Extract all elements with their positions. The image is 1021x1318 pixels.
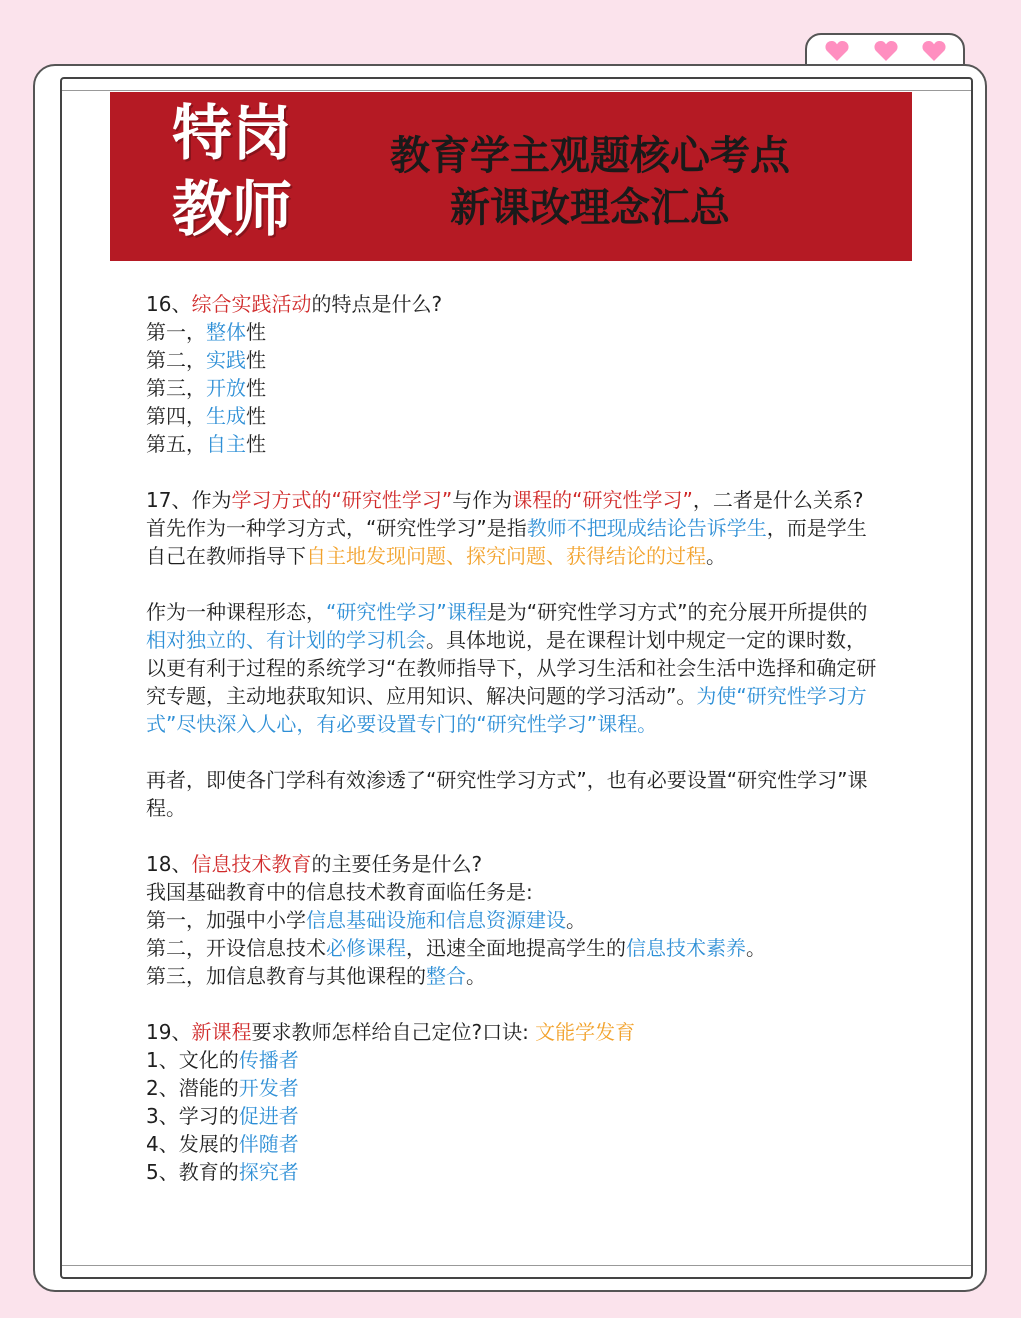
list-item: 2、潜能的开发者 [146, 1076, 299, 1100]
list-item: 第二，开设信息技术必修课程，迅速全面地提高学生的信息技术素养。 [146, 936, 766, 960]
brand-label: 特岗 教师 [172, 99, 292, 245]
paragraph: 我国基础教育中的信息技术教育面临任务是: [146, 880, 533, 904]
question-17: 17、作为学习方式的“研究性学习”与作为课程的“研究性学习”，二者是什么关系? [146, 488, 864, 512]
paragraph: 首先作为一种学习方式，“研究性学习”是指教师不把现成结论告诉学生，而是学生自己在教师指导下自主地发现问题、探究问题、获得结论的过程。 [146, 516, 867, 568]
list-item: 第三，开放性 [146, 376, 266, 400]
list-item: 5、教育的探究者 [146, 1160, 299, 1184]
top-divider [62, 90, 971, 91]
bottom-divider [62, 1265, 971, 1266]
question-18: 18、信息技术教育的主要任务是什么? [146, 852, 483, 876]
heart-icon [872, 38, 900, 64]
list-item: 第四，生成性 [146, 404, 266, 428]
article-body [146, 290, 881, 1186]
paragraph: 再者，即使各门学科有效渗透了“研究性学习方式”，也有必要设置“研究性学习”课程。 [146, 768, 868, 820]
list-item: 第二，实践性 [146, 348, 266, 372]
list-item: 3、学习的促进者 [146, 1104, 299, 1128]
list-item: 第一，整体性 [146, 320, 266, 344]
heart-icon [920, 38, 948, 64]
list-item: 第三，加信息教育与其他课程的整合。 [146, 964, 486, 988]
list-item: 1、文化的传播者 [146, 1048, 299, 1072]
question-16: 16、综合实践活动的特点是什么? [146, 292, 443, 316]
list-item: 4、发展的伴随者 [146, 1132, 299, 1156]
heart-icon [823, 38, 851, 64]
list-item: 第一，加强中小学信息基础设施和信息资源建设。 [146, 908, 586, 932]
page-title: 教育学主观题核心考点 新课改理念汇总 [390, 133, 790, 231]
paragraph: 作为一种课程形态，“研究性学习”课程是为“研究性学习方式”的充分展开所提供的相对独立的、有计划的学习机会。具体地说，是在课程计划中规定一定的课时数，以更有利于过程的系统学习“在教师指导下，从学习生活和社会生活中选择和确定研究专题，主动地获取知识、应用知识、解决问题的学习活动”。为使“研究性学习方式”尽快深入人心，有必要设置专门的“研究性学习”课程。 [146, 600, 877, 736]
list-item: 第五，自主性 [146, 432, 266, 456]
question-19: 19、新课程要求教师怎样给自己定位?口诀: 文能学发育 [146, 1020, 636, 1044]
